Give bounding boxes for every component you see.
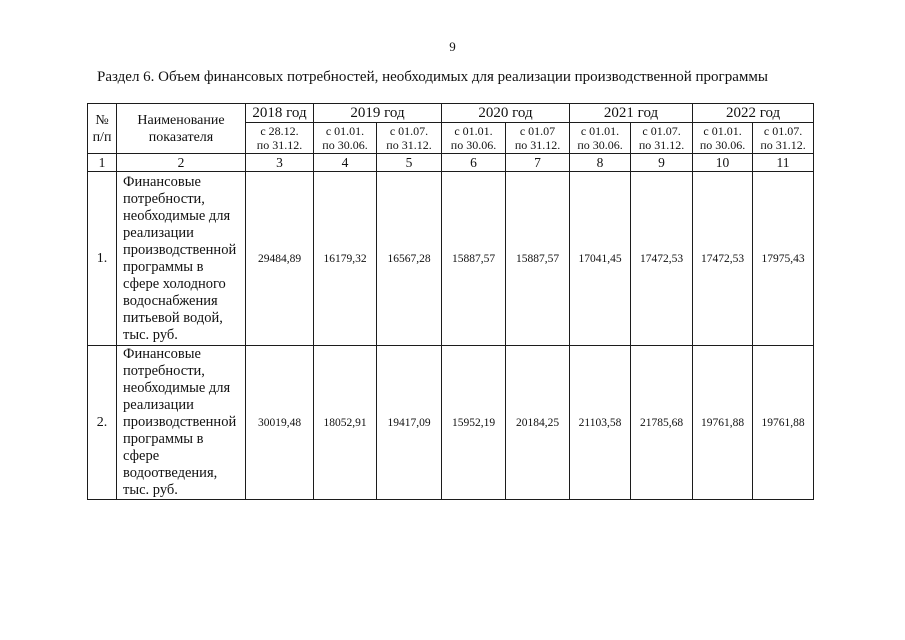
header-year-2021: 2021 год	[570, 104, 693, 123]
value-cell: 15887,57	[442, 172, 506, 346]
row-number-cell: 1.	[88, 172, 117, 346]
value-cell: 21103,58	[570, 346, 631, 500]
period-to: по 31.12.	[760, 138, 806, 152]
period-from: с 01.07.	[763, 124, 803, 138]
header-period-col-4	[314, 123, 377, 154]
column-number-row	[88, 154, 814, 172]
column-number: 2	[117, 154, 246, 172]
header-num-cell	[88, 104, 117, 154]
page-number: 9	[449, 39, 456, 54]
header-period-col-8	[570, 123, 631, 154]
header-year-2019: 2019 год	[314, 104, 442, 123]
value-cell: 20184,25	[506, 346, 570, 500]
header-year-2018: 2018 год	[246, 104, 314, 123]
period-from: с 28.12.	[260, 124, 299, 138]
header-period-col-5	[377, 123, 442, 154]
column-number: 10	[693, 154, 753, 172]
value-cell: 17472,53	[631, 172, 693, 346]
indicator-name: Финансовые потребности, необходимые для реализации производственной программы в сфере водоотведения, тыс. руб.	[123, 346, 237, 498]
period-to: по 30.06.	[577, 138, 623, 152]
column-number: 1	[88, 154, 117, 172]
value-cell: 29484,89	[246, 172, 314, 346]
header-name-sublabel: показателя	[148, 129, 214, 145]
indicator-name: Финансовые потребности, необходимые для реализации производственной программы в сфере холодного водоснабжения питьевой водой, тыс. руб.	[123, 173, 237, 343]
value-cell: 15952,19	[442, 346, 506, 500]
row-number-cell: 2.	[88, 346, 117, 500]
header-year-2022: 2022 год	[693, 104, 814, 123]
indicator-name-cell	[117, 346, 246, 500]
period-to: по 30.06.	[322, 138, 368, 152]
period-from: с 01.01.	[703, 124, 742, 138]
value-cell: 30019,48	[246, 346, 314, 500]
header-name-label: Наименование	[137, 112, 225, 128]
period-to: по 31.12.	[638, 138, 685, 152]
column-number: 8	[570, 154, 631, 172]
period-to: по 31.12.	[386, 138, 432, 152]
period-from: с 01.01.	[580, 124, 620, 138]
header-period-col-10	[693, 123, 753, 154]
period-from: с 01.07	[519, 124, 556, 138]
period-to: по 30.06.	[699, 138, 746, 152]
value-cell: 18052,91	[314, 346, 377, 500]
header-num-label: №	[95, 112, 109, 128]
value-cell: 19417,09	[377, 346, 442, 500]
value-cell: 17975,43	[753, 172, 814, 346]
column-number: 11	[753, 154, 814, 172]
header-year-2020: 2020 год	[442, 104, 570, 123]
period-from: с 01.01.	[454, 124, 493, 138]
header-period-col-7	[506, 123, 570, 154]
table-row	[88, 346, 814, 500]
financial-needs-table	[87, 103, 814, 500]
value-cell: 17041,45	[570, 172, 631, 346]
period-from: с 01.01.	[325, 124, 365, 138]
value-cell: 17472,53	[693, 172, 753, 346]
period-to: по 30.06.	[450, 138, 497, 152]
indicator-name-cell	[117, 172, 246, 346]
period-to: по 31.12.	[514, 138, 561, 152]
value-cell: 21785,68	[631, 346, 693, 500]
period-to: по 31.12.	[256, 138, 303, 152]
header-period-col-11	[753, 123, 814, 154]
value-cell: 19761,88	[753, 346, 814, 500]
header-period-col-9	[631, 123, 693, 154]
column-number: 9	[631, 154, 693, 172]
column-number: 4	[314, 154, 377, 172]
header-period-col-6	[442, 123, 506, 154]
column-number: 6	[442, 154, 506, 172]
table-row	[88, 172, 814, 346]
value-cell: 15887,57	[506, 172, 570, 346]
period-from: с 01.07.	[389, 124, 429, 138]
section-title: Раздел 6. Объем финансовых потребностей, необходимых для реализации производственной программы	[97, 69, 768, 85]
value-cell: 16567,28	[377, 172, 442, 346]
header-num-sublabel: п/п	[92, 129, 112, 145]
value-cell: 16179,32	[314, 172, 377, 346]
header-period-col-3	[246, 123, 314, 154]
column-number: 7	[506, 154, 570, 172]
header-name-cell	[117, 104, 246, 154]
value-cell: 19761,88	[693, 346, 753, 500]
header-row-years	[88, 104, 814, 123]
column-number: 3	[246, 154, 314, 172]
period-from: с 01.07.	[642, 124, 681, 138]
column-number: 5	[377, 154, 442, 172]
